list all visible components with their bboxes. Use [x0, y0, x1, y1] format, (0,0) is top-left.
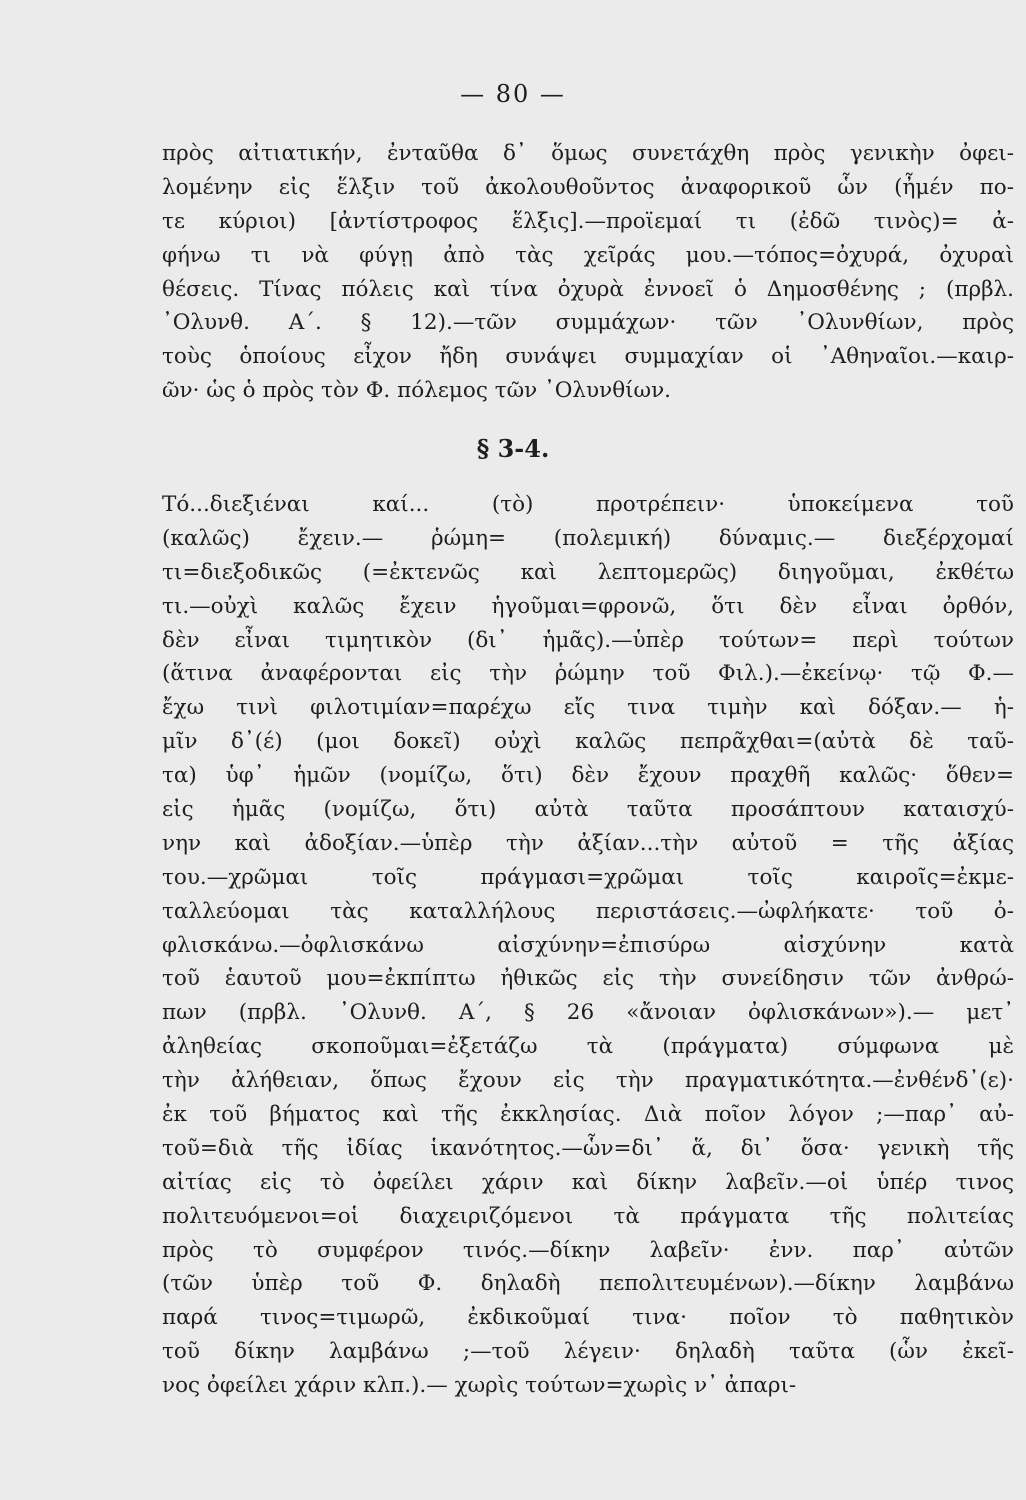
section-heading: § 3-4.: [476, 434, 550, 463]
text-line: μῖν δ᾽(έ) (μοι δοκεῖ) οὐχὶ καλῶς πεπρᾶχθαι=(αὐτὰ δὲ ταῦ-: [162, 729, 1014, 755]
text-line: τοῦ ἑαυτοῦ μου=ἐκπίπτω ἠθικῶς εἰς τὴν συνείδησιν τῶν ἀνθρώ-: [162, 966, 1014, 992]
text-line: ταλλεύομαι τὰς καταλλήλους περιστάσεις.—ὠφλήκατε· τοῦ ὀ-: [162, 898, 1014, 924]
text-line: φλισκάνω.—ὀφλισκάνω αἰσχύνην=ἐπισύρω αἰσχύνην κατὰ: [162, 932, 1014, 958]
text-line: θέσεις. Τίνας πόλεις καὶ τίνα ὀχυρὰ ἐννοεῖ ὁ Δημοσθένης ; (πρβλ.: [162, 276, 1014, 302]
text-line: τὴν ἀλήθειαν, ὅπως ἔχουν εἰς τὴν πραγματικότητα.—ἐνθένδ᾽(ε)·: [162, 1068, 1014, 1094]
text-line: φήνω τι νὰ φύγῃ ἀπὸ τὰς χεῖράς μου.—τόπος=ὀχυρά, ὀχυραὶ: [162, 242, 1014, 268]
text-line: τι=διεξοδικῶς (=ἐκτενῶς καὶ λεπτομερῶς) διηγοῦμαι, ἐκθέτω: [162, 559, 1014, 585]
text-line: παρά τινος=τιμωρῶ, ἐκδικοῦμαί τινα· ποῖον τὸ παθητικὸν: [162, 1305, 1014, 1331]
text-line: τοῦ=διὰ τῆς ἰδίας ἱκανότητος.—ὧν=δι᾽ ἅ, δι᾽ ὅσα· γενικὴ τῆς: [162, 1135, 1014, 1161]
text-line: νος ὀφείλει χάριν κλπ.).— χωρὶς τούτων=χωρὶς ν᾽ ἀπαρι-: [162, 1373, 797, 1399]
text-line: ᾽Ολυνθ. Α΄. § 12).—τῶν συμμάχων· τῶν ᾽Ολυνθίων, πρὸς: [162, 310, 1014, 336]
text-line: τι.—οὐχὶ καλῶς ἔχειν ἡγοῦμαι=φρονῶ, ὅτι δὲν εἶναι ὀρθόν,: [162, 593, 1014, 619]
paragraph-2: [162, 488, 1014, 1403]
text-line: τοὺς ὁποίους εἶχον ἤδη συνάψει συμμαχίαν οἱ ᾽Αθηναῖοι.—καιρ-: [162, 344, 1014, 370]
text-line: δὲν εἶναι τιμητικὸν (δι᾽ ἡμᾶς).—ὑπὲρ τούτων= περὶ τούτων: [162, 627, 1014, 653]
text-line: τοῦ δίκην λαμβάνω ;—τοῦ λέγειν· δηλαδὴ ταῦτα (ὧν ἐκεῖ-: [162, 1339, 1014, 1365]
text-line: του.—χρῶμαι τοῖς πράγμασι=χρῶμαι τοῖς καιροῖς=ἐκμε-: [162, 864, 1014, 890]
text-line: τα) ὑφ᾽ ἡμῶν (νομίζω, ὅτι) δὲν ἔχουν πραχθῆ καλῶς· ὅθεν=: [162, 763, 1014, 789]
text-line: λομένην εἰς ἕλξιν τοῦ ἀκολουθοῦντος ἀναφορικοῦ ὧν (ἦμέν πο-: [162, 174, 1014, 200]
text-line: (ἅτινα ἀναφέρονται εἰς τὴν ῥώμην τοῦ Φιλ.).—ἐκείνῳ· τῷ Φ.—: [162, 661, 1014, 687]
text-line: αἰτίας εἰς τὸ ὀφείλει χάριν καὶ δίκην λαβεῖν.—οἱ ὑπέρ τινος: [162, 1169, 1014, 1195]
text-line: πων (πρβλ. ᾽Ολυνθ. Α΄, § 26 «ἄνοιαν ὀφλισκάνων»).— μετ᾽: [162, 1000, 1014, 1026]
text-line: τε κύριοι) [ἀντίστροφος ἕλξις].—προϊεμαί τι (ἐδῶ τινὸς)= ἀ-: [162, 208, 1014, 234]
text-line: ἐκ τοῦ βήματος καὶ τῆς ἐκκλησίας. Διὰ ποῖον λόγον ;—παρ᾽ αὐ-: [162, 1102, 1014, 1128]
text-line: νην καὶ ἀδοξίαν.—ὑπὲρ τὴν ἀξίαν...τὴν αὐτοῦ = τῆς ἀξίας: [162, 830, 1014, 856]
paragraph-1: [162, 137, 1014, 408]
text-line: πρὸς αἰτιατικήν, ἐνταῦθα δ᾽ ὅμως συνετάχθη πρὸς γενικὴν ὀφει-: [162, 141, 1014, 166]
text-line: πρὸς τὸ συμφέρον τινός.—δίκην λαβεῖν· ἐνν. παρ᾽ αὐτῶν: [162, 1237, 1014, 1263]
text-line: (καλῶς) ἔχειν.— ῥώμη= (πολεμική) δύναμις.— διεξέρχομαί: [162, 525, 1014, 551]
text-line: (τῶν ὑπὲρ τοῦ Φ. δηλαδὴ πεπολιτευμένων).—δίκην λαμβάνω: [162, 1271, 1014, 1297]
page-number: — 80 —: [460, 80, 566, 108]
text-line: ἀληθείας σκοποῦμαι=ἐξετάζω τὰ (πράγματα) σύμφωνα μὲ: [162, 1034, 1014, 1060]
text-line: Τό...διεξιέναι καί... (τὸ) προτρέπειν· ὑποκείμενα τοῦ: [162, 492, 1014, 517]
text-line: ῶν· ὡς ὁ πρὸς τὸν Φ. πόλεμος τῶν ᾽Ολυνθίων.: [162, 378, 671, 404]
text-line: ἔχω τινὶ φιλοτιμίαν=παρέχω εἴς τινα τιμὴν καὶ δόξαν.— ἡ-: [162, 695, 1014, 721]
text-line: εἰς ἡμᾶς (νομίζω, ὅτι) αὐτὰ ταῦτα προσάπτουν καταισχύ-: [162, 797, 1014, 823]
text-line: πολιτευόμενοι=οἱ διαχειριζόμενοι τὰ πράγματα τῆς πολιτείας: [162, 1203, 1014, 1229]
